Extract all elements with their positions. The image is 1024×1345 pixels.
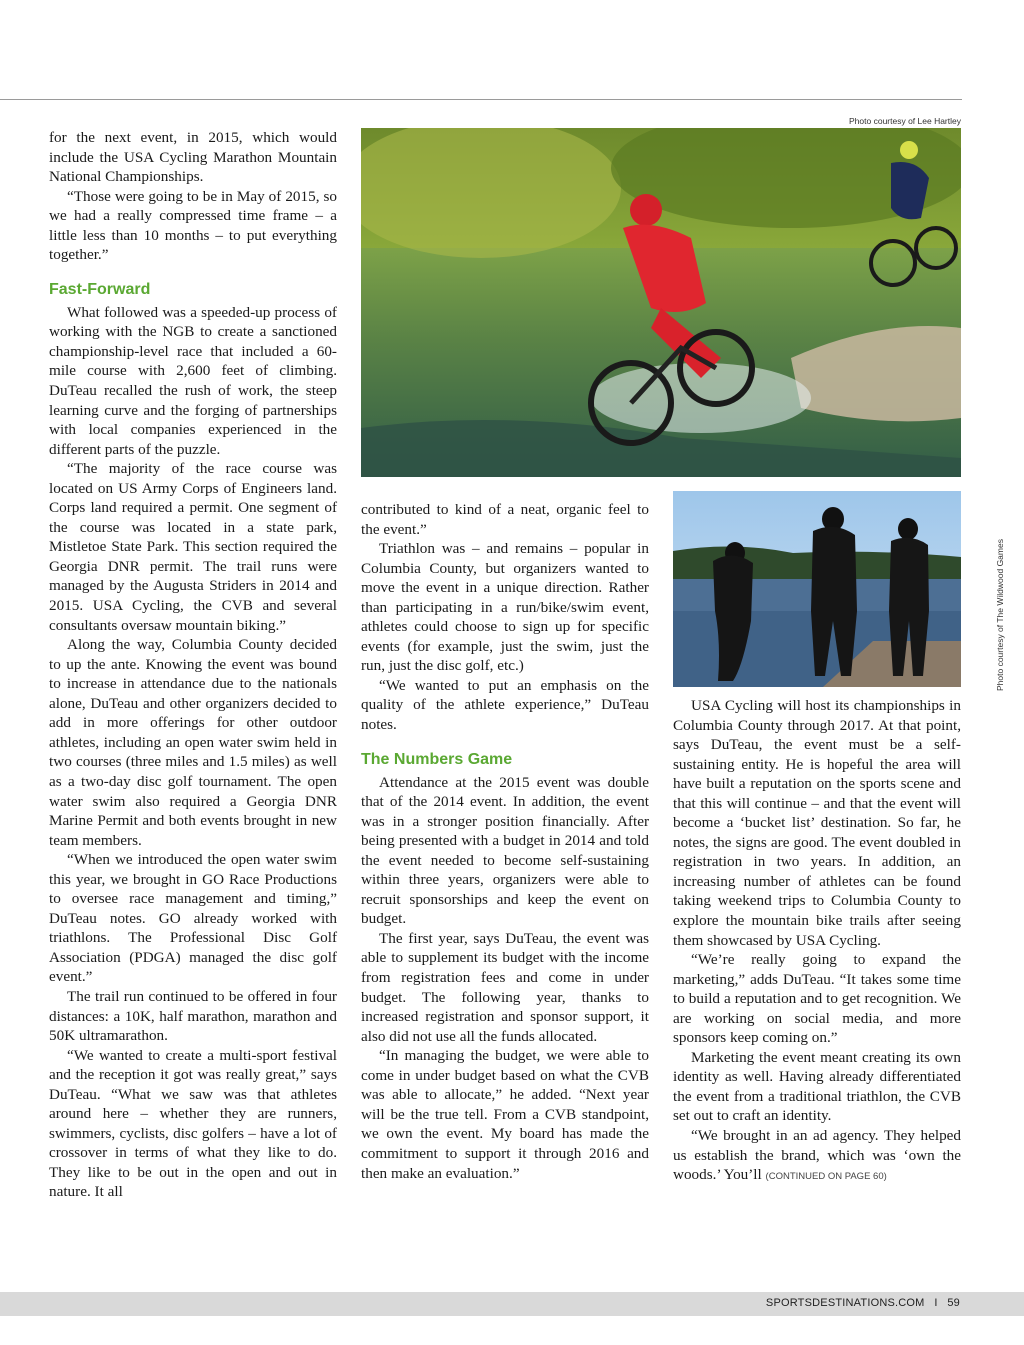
paragraph: “Those were going to be in May of 2015, so we had a really compressed time frame – a little less than 10 months – to put everything together.”	[49, 187, 337, 264]
footer	[766, 1297, 960, 1309]
paragraph: The first year, says DuTeau, the event was able to supplement its budget with the income from registration fees and come in under budget. The following year, thanks to increased registration and sponsor support, it also did not use all the funds allocated.	[361, 929, 649, 1045]
paragraph: Triathlon was – and remains – popular in Columbia County, but organizers wanted to move the event in a unique direction. Rather than participating in a run/bike/swim event, athletes could choose to sign up for specific events (for example, just the swim, just the run, just the disc golf, etc.)	[361, 540, 649, 675]
footer-site: SPORTSDESTINATIONS.COM	[765, 1297, 925, 1309]
photo-credit-cyclists: Photo courtesy of Lee Hartley	[849, 116, 961, 126]
page-number: 59	[947, 1297, 960, 1309]
article-column-3	[673, 696, 961, 1187]
article-column-1	[49, 128, 337, 1202]
paragraph: USA Cycling will host its championships in Columbia County through 2017. At that point, says DuTeau, the event must be a self-sustaining entity. He is hopeful the area will have built a reputation on the sports scene and that this will continue – and that the event will become a ‘bucket list’ destination. So far, he notes, the signs are good. The event doubled in registration in two years. In addition, an increasing number of athletes can be found taking weekend trips to Columbia County to explore the mountain bike trails after seeing them showcased by USA Cycling.	[673, 697, 961, 949]
paragraph: for the next event, in 2015, which would include the USA Cycling Marathon Mountain National Championships.	[49, 129, 337, 186]
article-column-2	[361, 500, 649, 1183]
swimmers-dock-photo	[673, 491, 961, 687]
paragraph: “When we introduced the open water swim this year, we brought in GO Race Productions to oversee race management and timing,” DuTeau notes. GO already worked with triathlons. The Professional Disc Golf Association (PDGA) managed the disc golf event.”	[49, 851, 337, 986]
paragraph	[673, 1126, 961, 1187]
footer-separator: I	[934, 1297, 938, 1309]
paragraph: “We’re really going to expand the marketing,” adds DuTeau. “It takes some time to build a reputation and to get recognition. We are working on social media, and more sponsors keep coming on.”	[673, 951, 961, 1047]
paragraph: “We wanted to put an emphasis on the quality of the athlete experience,” DuTeau notes.	[361, 676, 649, 734]
paragraph: The trail run continued to be offered in four distances: a 10K, half marathon, marathon and 50K ultramarathon.	[49, 987, 337, 1045]
paragraph: Marketing the event meant creating its own identity as well. Having already differentiated the event from a traditional triathlon, the CVB set out to craft an identity.	[673, 1048, 961, 1125]
paragraph-text: “We brought in an ad agency. They helped us establish the brand, which was ‘own the woods.’ You’ll	[673, 1127, 961, 1184]
header-rule	[0, 99, 962, 100]
continued-on-page-note: (CONTINUED ON PAGE 60)	[765, 1171, 887, 1183]
paragraph: “We wanted to create a multi-sport festival and the reception it got was really great,” says DuTeau. “What we saw was that athletes around here – whether they are runners, swimmers, cyclists, disc golfers – have a lot of crossover in terms of what they like to do. They like to be out in the open and out in nature. It all	[49, 1046, 337, 1201]
section-heading-numbers-game: The Numbers Game	[361, 750, 513, 768]
paragraph: “In managing the budget, we were able to come in under budget based on what the CVB was able to allocate,” he added. “Next year will be the true tell. From a CVB standpoint, we own the event. My board has made the commitment to support it through 2016 and then make an evaluation.”	[361, 1047, 649, 1182]
photo-credit-swimmers: Photo courtesy of The Wildwood Games	[995, 539, 1005, 691]
cyclists-stream-photo	[361, 128, 961, 477]
paragraph: contributed to kind of a neat, organic feel to the event.”	[361, 501, 649, 538]
paragraph: “The majority of the race course was located on US Army Corps of Engineers land. Corps land required a permit. One segment of the course was located in a state park, Mistletoe State Park. This section required the Georgia DNR permit. The trail runs were managed by the Augusta Striders in 2014 and 2015. USA Cycling, the CVB and several consultants oversaw mountain biking.”	[49, 460, 337, 634]
paragraph: Attendance at the 2015 event was double that of the 2014 event. In addition, the event was in a stronger position financially. After being presented with a budget in 2014 and told the event needed to become self-sustaining within three years, organizers were able to recruit sponsorships and keep the event on budget.	[361, 773, 649, 928]
section-heading-fast-forward: Fast-Forward	[49, 280, 151, 298]
paragraph: Along the way, Columbia County decided to up the ante. Knowing the event was bound to increase in attendance due to the nationals alone, DuTeau and other organizers decided to add in more offerings for other outdoor athletes, including an open water swim held in two courses (three miles and 1.5 miles) as well as a two-day disc golf tournament. The open water swim also required a Georgia DNR Marine Permit and both events brought in new team members.	[49, 636, 337, 849]
paragraph: What followed was a speeded-up process of working with the NGB to create a sanctioned championship-level race that included a 60-mile course with 2,600 feet of climbing. DuTeau recalled the rush of work, the steep learning curve and the forging of partnerships with local companies experienced in the different parts of the puzzle.	[49, 303, 337, 458]
